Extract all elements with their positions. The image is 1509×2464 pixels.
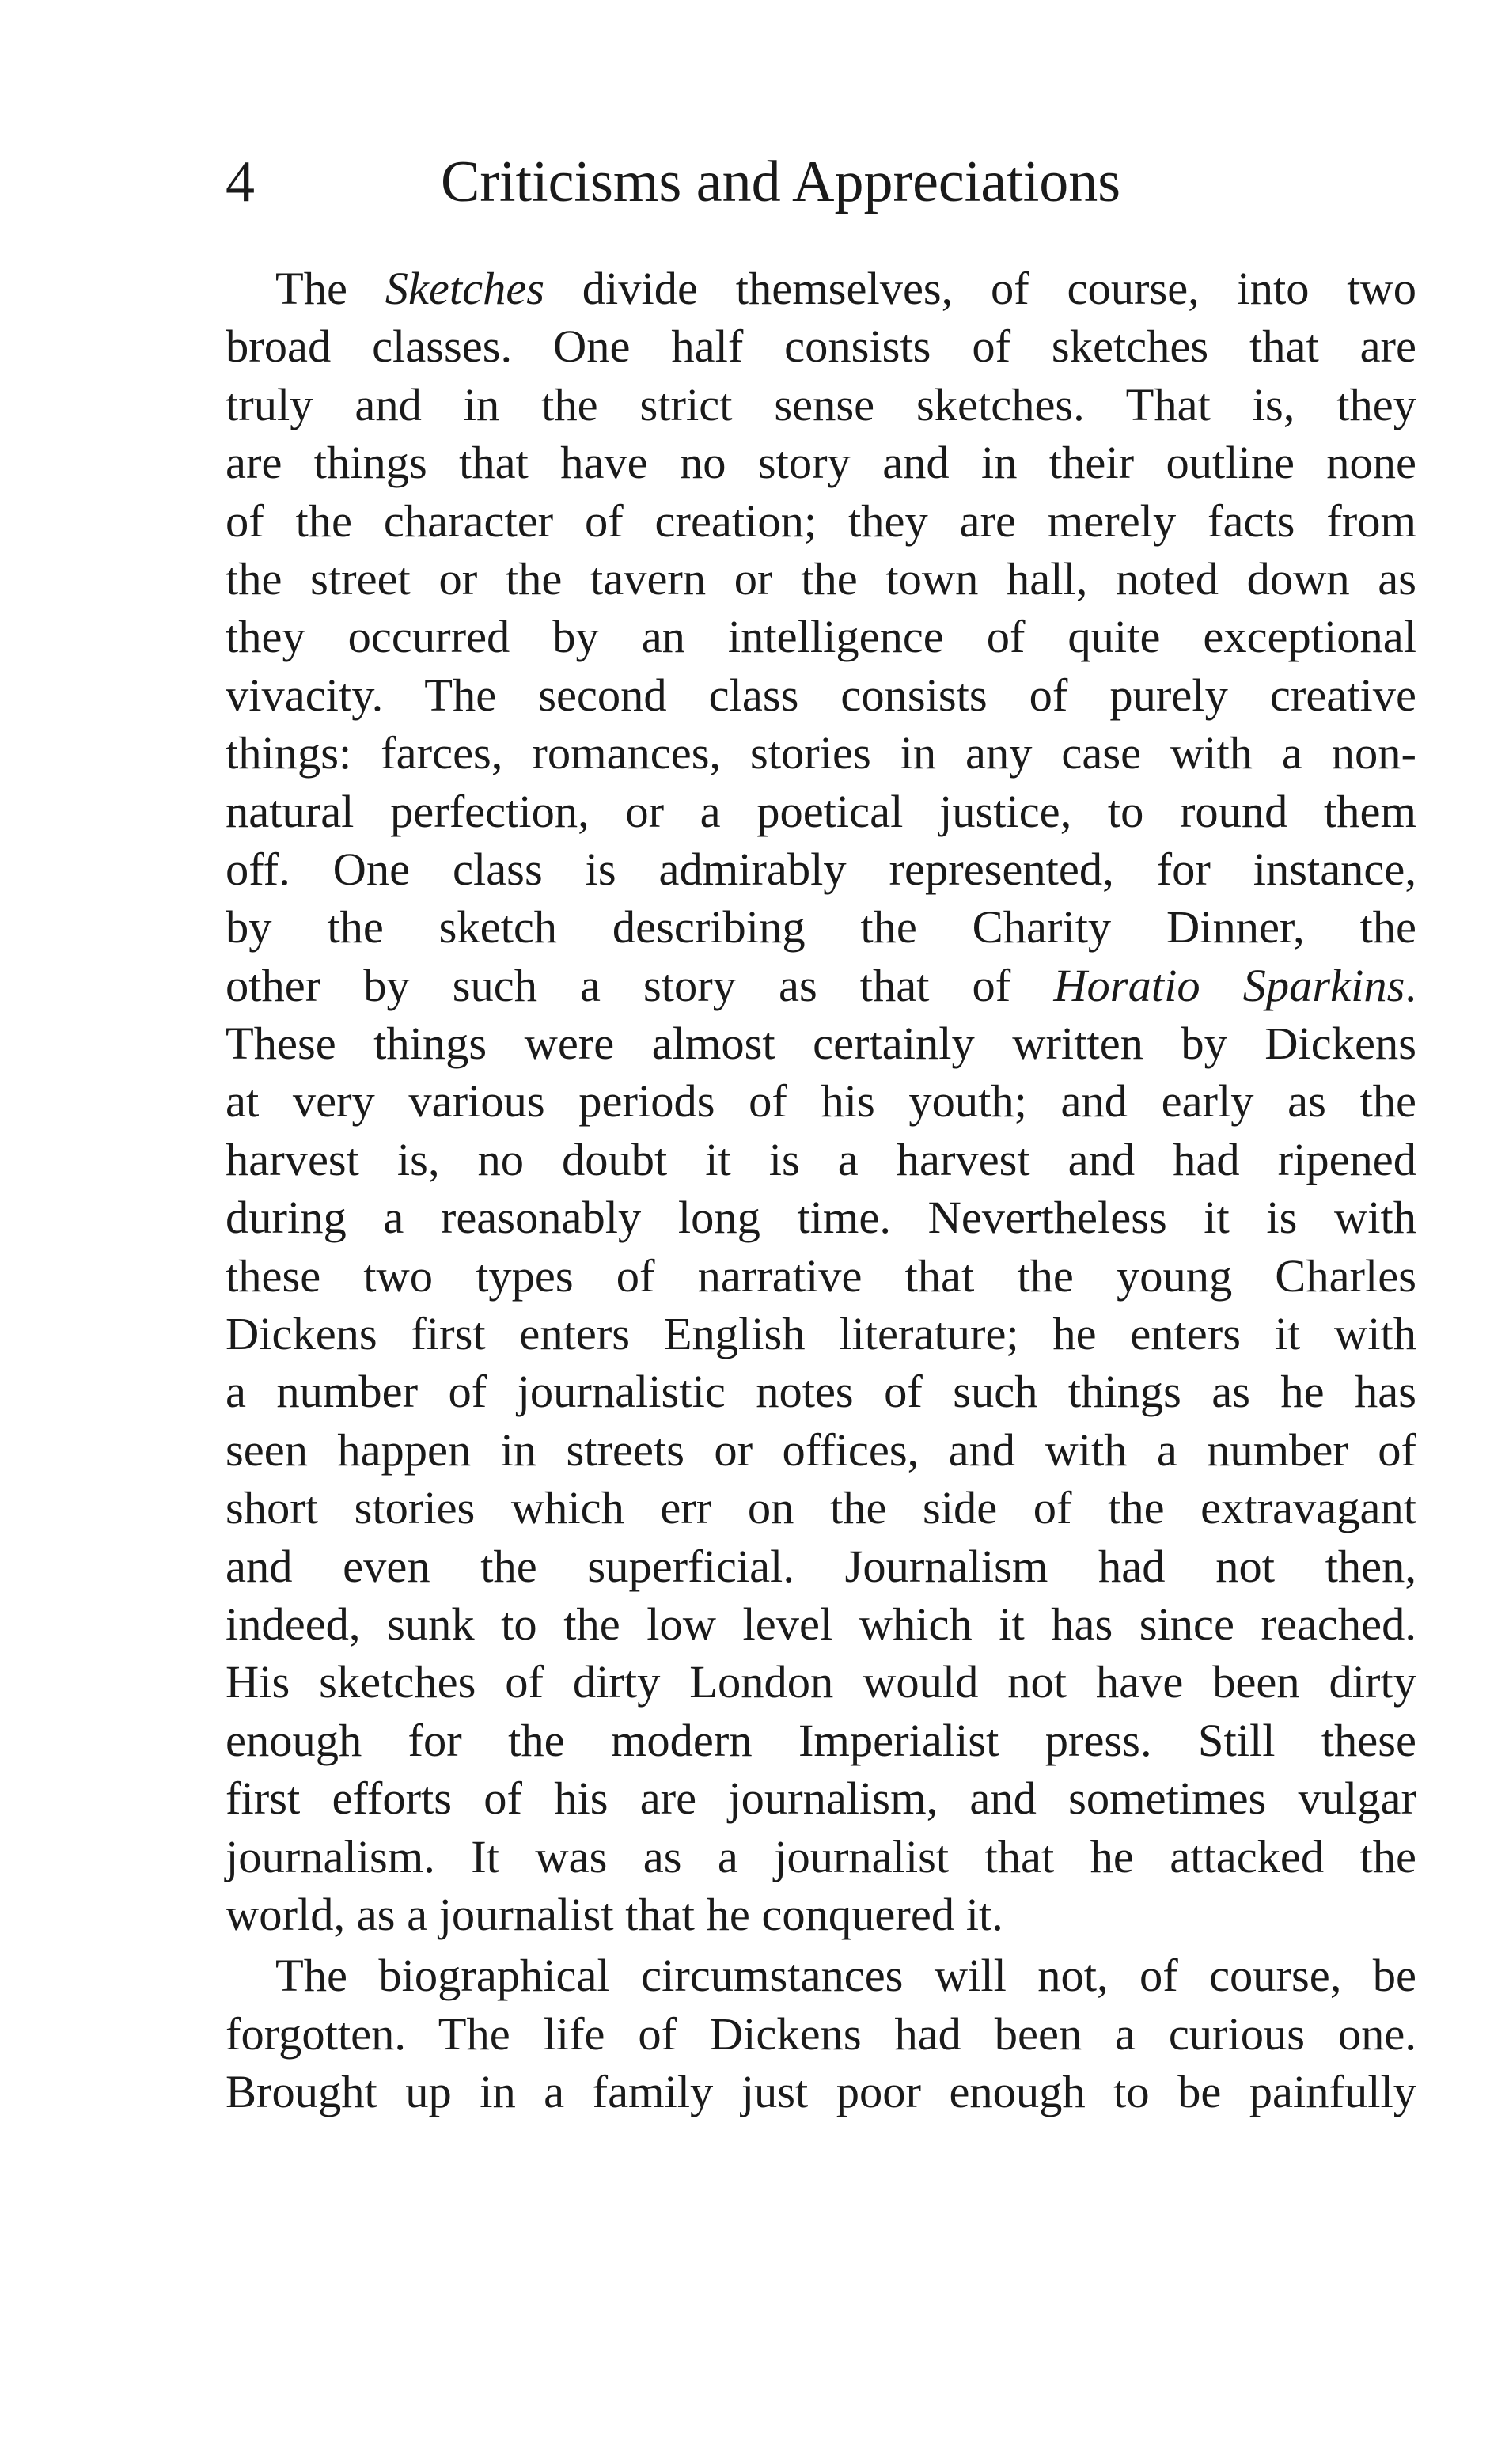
text-line: His sketches of dirty London would not have been dirty: [226, 1656, 1416, 1708]
text-line: indeed, sunk to the low level which it has since reached.: [226, 1598, 1416, 1650]
text-line: the street or the tavern or the town hall, noted down as: [226, 552, 1416, 605]
text-line: enough for the modern Imperialist press. Still these: [226, 1714, 1416, 1766]
text-line: things: farces, romances, stories in any case with a non-: [226, 727, 1416, 779]
text-line: these two types of narrative that the young Charles: [226, 1249, 1416, 1302]
running-header: [226, 142, 1412, 222]
text-line: journalism. It was as a journalist that he attacked the: [226, 1830, 1416, 1882]
text-line: and even the superficial. Journalism had not then,: [226, 1540, 1416, 1592]
text-line: off. One class is admirably represented, for instance,: [226, 843, 1416, 895]
text-line: a number of journalistic notes of such things as he has: [226, 1366, 1416, 1418]
text-line: world, as a journalist that he conquered it.: [226, 1888, 1003, 1940]
page-number: 4: [226, 150, 255, 214]
text-line: vivacity. The second class consists of purely creative: [226, 669, 1416, 721]
paragraph: [226, 260, 1416, 1943]
text-line: The Sketches divide themselves, of course, into two: [275, 263, 1417, 314]
text-line: natural perfection, or a poetical justice, to round them: [226, 785, 1416, 837]
text-line: Brought up in a family just poor enough to be painfully: [226, 2066, 1416, 2118]
text-line: Dickens first enters English literature; he enters it with: [226, 1308, 1416, 1360]
body-text: [226, 260, 1416, 2121]
text-line: by the sketch describing the Charity Dinner, the: [226, 901, 1416, 953]
text-line: The biographical circumstances will not, of course, be: [275, 1950, 1416, 2002]
text-line: are things that have no story and in their outline none: [226, 437, 1416, 489]
paragraph: [226, 1947, 1416, 2121]
text-line: broad classes. One half consists of sketches that are: [226, 320, 1416, 373]
running-title: Criticisms and Appreciations: [441, 150, 1121, 214]
text-line: during a reasonably long time. Nevertheless it is with: [226, 1192, 1416, 1244]
text-line: These things were almost certainly written by Dickens: [226, 1018, 1416, 1070]
text-line: short stories which err on the side of the extravagant: [226, 1482, 1416, 1534]
text-line: truly and in the strict sense sketches. That is, they: [226, 378, 1416, 430]
text-line: forgotten. The life of Dickens had been a curious one.: [226, 2007, 1416, 2060]
text-line: at very various periods of his youth; and early as the: [226, 1075, 1416, 1128]
text-line: they occurred by an intelligence of quite exceptional: [226, 611, 1416, 663]
text-line: other by such a story as that of Horatio Sparkins.: [226, 959, 1416, 1011]
text-line: harvest is, no doubt it is a harvest and had ripened: [226, 1133, 1416, 1185]
text-line: first efforts of his are journalism, and sometimes vulgar: [226, 1772, 1416, 1825]
text-line: seen happen in streets or offices, and with a number of: [226, 1423, 1416, 1476]
text-line: of the character of creation; they are merely facts from: [226, 495, 1416, 547]
italic-title: Horatio Sparkins: [1053, 959, 1405, 1011]
italic-title: Sketches: [385, 263, 545, 314]
